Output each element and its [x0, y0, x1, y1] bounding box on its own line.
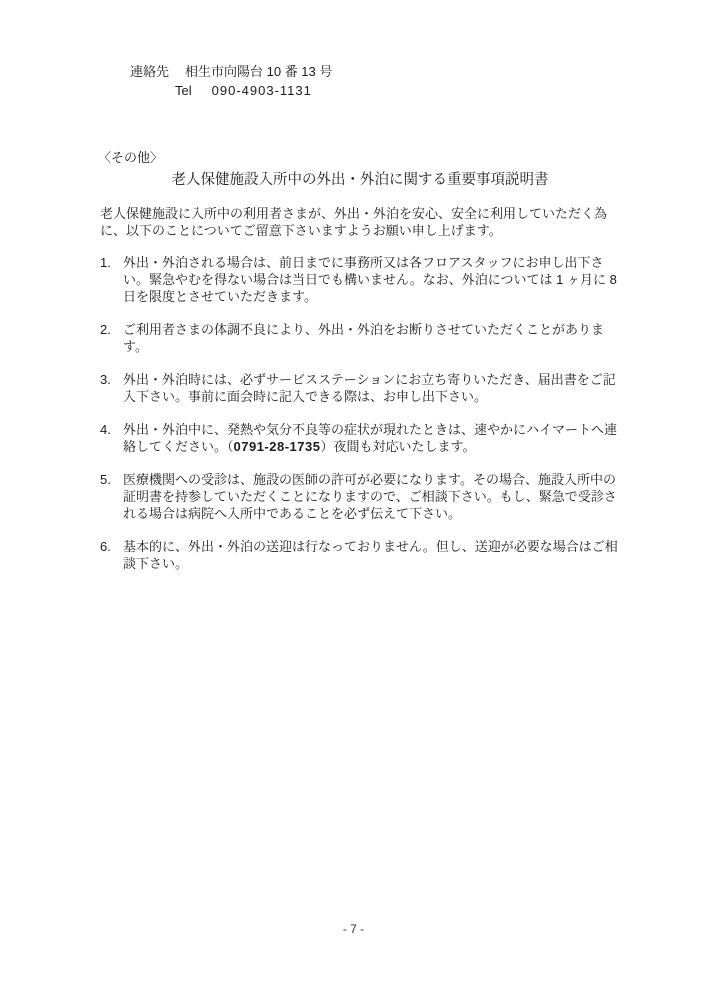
- section-label: 〈その他〉: [98, 150, 164, 165]
- contact-label: 連絡先: [130, 64, 170, 79]
- list-item-number: 1.: [100, 255, 111, 270]
- list-item-number: 3.: [100, 372, 111, 387]
- list-item-number: 2.: [100, 322, 111, 337]
- page-number: - 7 -: [342, 922, 365, 936]
- document-title: 老人保健施設入所中の外出・外泊に関する重要事項説明書: [171, 172, 549, 188]
- list-item: [100, 321, 620, 355]
- list-item-text: 外出・外泊される場合は、前日までに事務所又は各フロアスタッフにお申し出下さい。緊急やむを得ない場合は当日でも構いません。なお、外泊については 1 ヶ月に 8 日を限度とさせていただきます。: [123, 255, 617, 304]
- contact-address: 相生市向陽台 10 番 13 号: [185, 64, 333, 79]
- list-item: [100, 421, 620, 455]
- list-item: [100, 371, 620, 405]
- list-item: [100, 471, 620, 522]
- contact-block: [130, 62, 707, 100]
- list-item-text: 外出・外泊時には、必ずサービスステーションにお立ち寄りいただき、届出書をご記入下さい。事前に面会時に記入できる際は、お申し出下さい。: [123, 372, 616, 404]
- list-item-text-before-phone: 外出・外泊中に、発熱や気分不良等の症状が現れたときは、速やかにハイマートへ連絡してください。（: [123, 422, 618, 454]
- list-item-text-after-phone: ）夜間も対応いたします。: [320, 439, 476, 454]
- list-item-text: ご利用者さまの体調不良により、外出・外泊をお断りさせていただくことがあります。: [123, 322, 605, 354]
- list-item-number: 5.: [100, 472, 111, 487]
- numbered-list: [100, 254, 620, 572]
- tel-number: 090-4903-1131: [211, 83, 312, 98]
- list-item-text: 基本的に、外出・外泊の送迎は行なっておりません。但し、送迎が必要な場合はご相談下さい。: [123, 539, 618, 571]
- list-item: [100, 254, 620, 305]
- intro-paragraph: 老人保健施設に入所中の利用者さまが、外出・外泊を安心、安全に利用していただく為に、以下のことについてご留意下さいますようお願い申し上げます。: [100, 206, 608, 238]
- list-item-text: [123, 421, 620, 455]
- list-item-number: 4.: [100, 422, 111, 437]
- tel-label: Tel: [175, 83, 192, 98]
- list-item-text: 医療機関への受診は、施設の医師の許可が必要になります。その場合、施設入所中の証明書を持参していただくことになりますので、ご相談下さい。もし、緊急で受診される場合は病院へ入所中であることを必ず伝えて下さい。: [123, 472, 617, 521]
- list-item: [100, 538, 620, 572]
- emergency-phone-number: 0791-28-1735: [233, 439, 321, 454]
- contact-address-line: [130, 62, 707, 81]
- list-item-number: 6.: [100, 539, 111, 554]
- contact-tel-line: [175, 81, 707, 100]
